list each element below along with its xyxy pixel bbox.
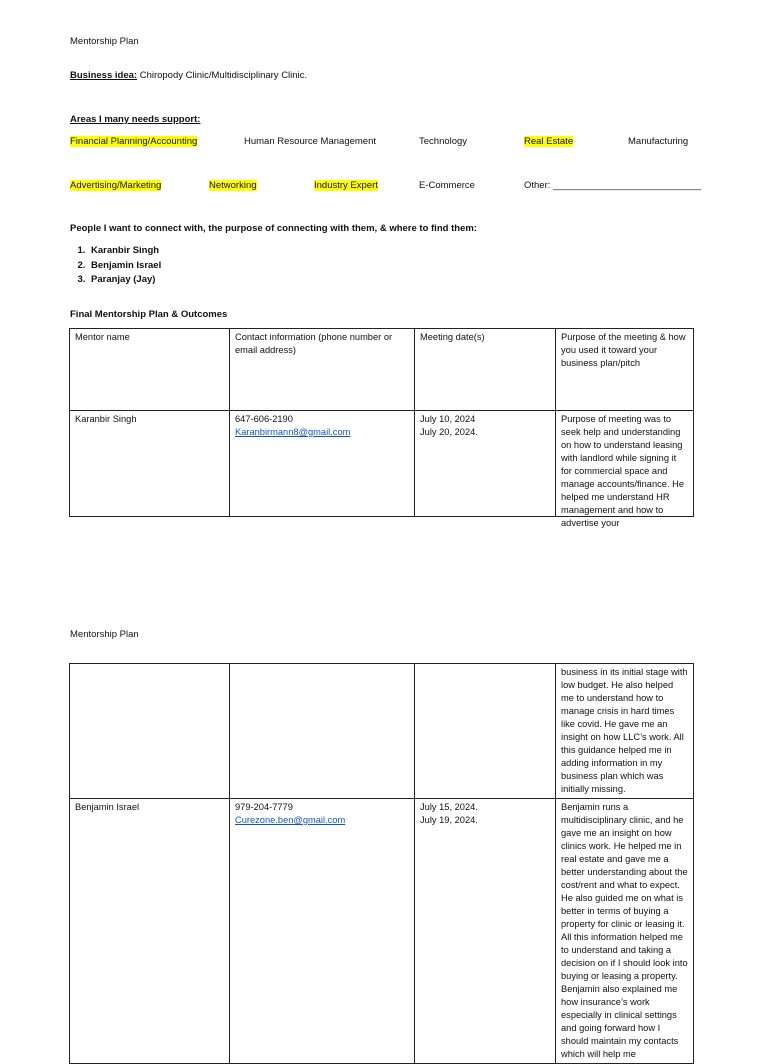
header-purpose: Purpose of the meeting & how you used it toward your business plan/pitch [556, 329, 694, 411]
page-header: Mentorship Plan [70, 629, 139, 640]
area-real-estate: Real Estate [524, 136, 574, 147]
purpose-cell [556, 411, 694, 528]
business-idea-line [70, 70, 307, 81]
list-item: 2. Benjamin Israel [88, 259, 161, 274]
mentor-name-cell: Benjamin Israel [70, 799, 230, 1064]
email-link[interactable]: Karanbirmann8@gmail.com [235, 427, 351, 437]
header-mentor-name: Mentor name [70, 329, 230, 411]
area-ecommerce: E-Commerce [419, 180, 475, 191]
table-row [70, 664, 694, 799]
business-idea-label: Business idea: [70, 70, 138, 81]
phone-number: 979-204-7779 [235, 802, 293, 812]
meeting-date: July 10, 2024 [420, 414, 476, 424]
purpose-continued-cell: business in its initial stage with low budget. He also helped me to understand how to manage crisis in hard times like covid. He gave me an insight on how LLC’s work. All this guidance helped me in adding information in my business plan which was initially missing. [556, 664, 694, 799]
area-financial-planning: Financial Planning/Accounting [70, 136, 198, 147]
email-link[interactable]: Curezone.ben@gmail.com [235, 815, 346, 825]
empty-cell [230, 664, 415, 799]
empty-cell [415, 664, 556, 799]
people-heading: People I want to connect with, the purpose of connecting with them, & where to find them: [70, 223, 477, 234]
area-manufacturing: Manufacturing [628, 136, 689, 147]
areas-label: Areas I many needs support: [70, 114, 201, 125]
area-industry-expert: Industry Expert [314, 180, 378, 191]
contact-cell [230, 411, 415, 517]
empty-cell [70, 664, 230, 799]
area-technology: Technology [419, 136, 468, 147]
meeting-date: July 19, 2024. [420, 815, 478, 825]
people-list [70, 244, 161, 288]
final-plan-heading: Final Mentorship Plan & Outcomes [70, 309, 228, 320]
list-item: 1. Karanbir Singh [88, 244, 161, 259]
business-idea-value: Chiropody Clinic/Multidisciplinary Clinic. [137, 70, 308, 81]
meeting-date: July 15, 2024. [420, 802, 478, 812]
header-meeting-dates: Meeting date(s) [415, 329, 556, 411]
mentor-name-cell: Karanbir Singh [70, 411, 230, 517]
meeting-dates-cell [415, 799, 556, 1064]
contact-cell [230, 799, 415, 1064]
area-advertising: Advertising/Marketing [70, 180, 162, 191]
phone-number: 647-606-2190 [235, 414, 293, 424]
table-row [70, 799, 694, 1064]
meeting-dates-cell [415, 411, 556, 517]
area-other: Other: ____________________________ [524, 180, 701, 191]
mentorship-table [69, 328, 694, 528]
area-networking: Networking [209, 180, 257, 191]
mentorship-table-continued [69, 663, 694, 1064]
list-item: 3. Paranjay (Jay) [88, 273, 161, 288]
header-contact-info: Contact information (phone number or email address) [230, 329, 415, 411]
table-row [70, 411, 694, 517]
purpose-cell: Benjamin runs a multidisciplinary clinic, and he gave me an insight on how clinics work. He helped me in real estate and gave me a better understanding about the cost/rent and what to expect. He also guided me on what is better in terms of buying a property for clinic or leasing it. All this information helped me to understand and taking a decision on if I should look into buying or leasing a property. Benjamin also explained me how insurance’s work especially in clinical settings and going forward how I should maintain my contacts which will help me [556, 799, 694, 1064]
meeting-date: July 20, 2024. [420, 427, 478, 437]
purpose-text: Purpose of meeting was to seek help and understanding on how to understand leasing with landlord while signing it for commercial space and manage accounts/finance. He helped me understand HR management and how to advertise your [561, 414, 685, 528]
page-header: Mentorship Plan [70, 36, 139, 47]
area-human-resource: Human Resource Management [244, 136, 377, 147]
table-header-row [70, 329, 694, 411]
